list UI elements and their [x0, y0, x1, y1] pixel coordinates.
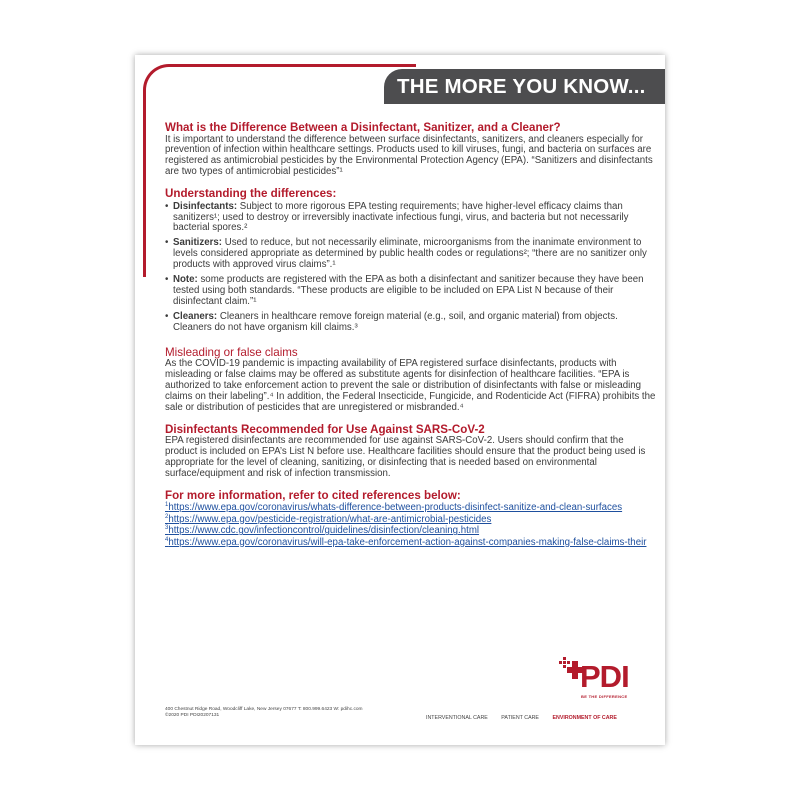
section-heading-understanding: Understanding the differences:	[165, 187, 337, 201]
term-text: Used to reduce, but not necessarily eliminate, microorganisms from the inanimate environment to levels considered appropriate as determined by public health codes or regulations²; “there are no sanitizer only products with approved virus claims”.¹	[173, 237, 647, 271]
term-label: Disinfectants:	[173, 200, 238, 212]
term-text: some products are registered with the EPA as both a disinfectant and sanitizer because they have been tested using both standards. “These products are eligible to be included on EPA List N because of their disinfectant claim.”¹	[173, 274, 644, 307]
term-label: Sanitizers:	[173, 237, 222, 249]
section-heading-difference: What is the Difference Between a Disinfectant, Sanitizer, and a Cleaner?	[165, 121, 561, 134]
term-label: Cleaners:	[173, 310, 218, 322]
section-body-difference: It is important to understand the difference between surface disinfectants, sanitizers, and cleaners especially for prevention of infection within healthcare settings. Products used to kill viruses, fungi, and bacteria on surfaces are registered as antimicrobial pesticides by the Environmental Protection Agency (EPA). “Sanitizers and disinfectants are two types of antimicrobial pesticides”¹	[165, 133, 653, 178]
term-text: Cleaners in healthcare remove foreign material (e.g., soil, and organic material) from objects. Cleaners do not have organism kill claims.³	[173, 310, 618, 333]
footer-nav	[426, 715, 629, 722]
list-item-sanitizers	[165, 238, 657, 271]
document-body	[165, 122, 657, 548]
reference-number: 4	[165, 536, 169, 543]
term-label: Note:	[173, 274, 198, 286]
footer-copyright: ©2020 PDI PDI20207131	[165, 713, 220, 718]
references-list	[165, 502, 657, 548]
section-heading-misleading: Misleading or false claims	[165, 345, 298, 359]
reference-number: 2	[165, 513, 169, 520]
section-body-sars: EPA registered disinfectants are recommended for use against SARS-CoV-2. Users should confirm that the product is included on EPA’s List N before use. Healthcare facilities should ensure that the product being used is appropriate for the level of cleaning, sanitizing, or disinfecting that is needed based on environmental surface/equipment and risk of infection transmission.	[165, 435, 646, 479]
footer-nav-patient: PATIENT CARE	[501, 715, 539, 721]
footer-address-block	[165, 707, 405, 719]
term-text: Subject to more rigorous EPA testing requirements; have higher-level efficacy claims than sanitizers¹; used to destroy or irreversibly inactivate infectious fungi, virus, and bacteria but not necessarily bacterial spores.²	[173, 200, 629, 234]
reference-link-3[interactable]	[165, 525, 657, 537]
section-body-misleading: As the COVID-19 pandemic is impacting availability of EPA registered surface disinfectants, products with misleading or false claims may be offered as substitute agents for disinfection of healthcare facilities. “EPA is authorized to take enforcement action to prevent the sale or distribution of disinfectants with false or misleading claims on their labeling”.⁴ In addition, the Federal Insecticide, Fungicide, and Rodenticide Act (FIFRA) prohibits the sale or distribution of pesticides that are unregistered or misbranded.⁴	[165, 358, 656, 413]
reference-link-1[interactable]	[165, 502, 657, 514]
footer-address: 400 Chestnut Ridge Road, Woodcliff Lake, New Jersey 07677 T: 800.999.6423 W: pdihc.com	[165, 707, 363, 712]
section-heading-references: For more information, refer to cited references below:	[165, 488, 461, 502]
reference-url: https://www.cdc.gov/infectioncontrol/guidelines/disinfection/cleaning.html	[168, 525, 480, 537]
logo-wordmark: PDI	[580, 659, 629, 694]
logo-tagline: BE THE DIFFERENCE	[581, 694, 628, 699]
reference-link-2[interactable]	[165, 514, 657, 526]
list-item-note	[165, 275, 657, 308]
section-heading-sars: Disinfectants Recommended for Use Against SARS-CoV-2	[165, 422, 485, 436]
reference-url: https://www.epa.gov/coronavirus/whats-difference-between-products-disinfect-sanitize-and-clean-surfaces	[168, 502, 623, 514]
pdi-logo	[559, 655, 643, 705]
differences-list	[165, 202, 657, 334]
footer-nav-interventional: INTERVENTIONAL CARE	[426, 715, 488, 721]
reference-link-4[interactable]	[165, 537, 657, 549]
reference-url: https://www.epa.gov/pesticide-registration/what-are-antimicrobial-pesticides	[168, 513, 492, 525]
footer-nav-environment: ENVIRONMENT OF CARE	[552, 715, 617, 721]
document-page	[135, 55, 665, 745]
banner-title: THE MORE YOU KNOW...	[384, 69, 665, 104]
reference-url: https://www.epa.gov/coronavirus/will-epa-take-enforcement-action-against-companies-making-false-claims-their	[168, 536, 647, 548]
list-item-cleaners	[165, 312, 657, 334]
list-item-disinfectants	[165, 202, 657, 235]
reference-number: 3	[165, 525, 169, 532]
reference-number: 1	[165, 502, 169, 509]
